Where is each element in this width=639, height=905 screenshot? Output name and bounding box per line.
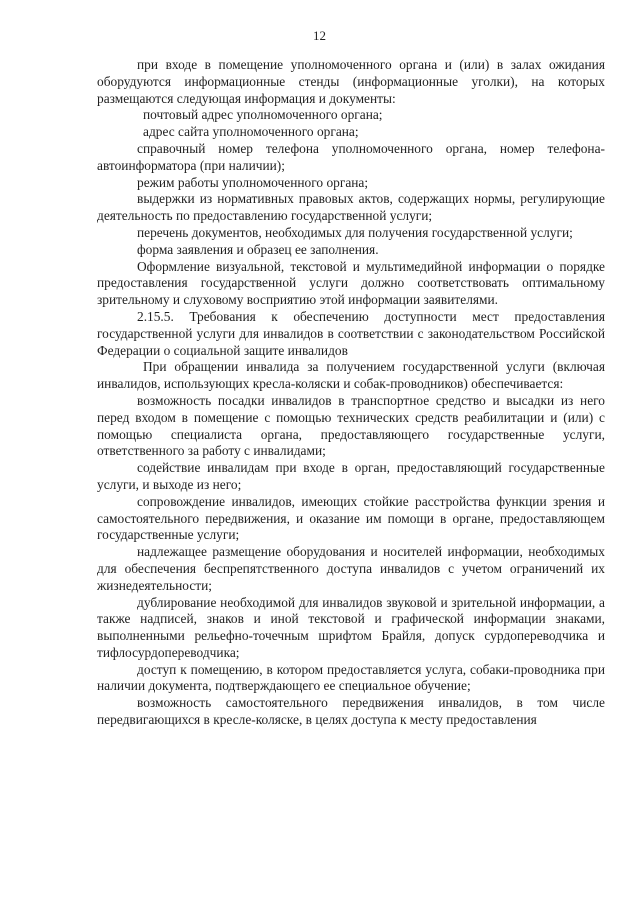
paragraph-transport-boarding: возможность посадки инвалидов в транспортное средство и высадки из него перед входом в помещение с помощью технических средств реабилитации и (или) с помощью специалиста органа, предоставляющего государственные услуги, ответственного за работу с инвалидами; (97, 392, 605, 459)
paragraph-stands-intro: при входе в помещение уполномоченного органа и (или) в залах ожидания оборудуются информационные стенды (информационные уголки), на которых размещаются следующая информация и документы: (97, 57, 605, 106)
paragraph-website-address: адрес сайта уполномоченного органа; (143, 124, 359, 140)
paragraph-escort: сопровождение инвалидов, имеющих стойкие расстройства функции зрения и самостоятельного передвижения, и оказание им помощи в органе, предоставляющем государственные услуги; (97, 493, 605, 543)
paragraph-independent-movement: возможность самостоятельного передвижения инвалидов, в том числе передвигающихся в кресле-коляске, в целях доступа к месту предоставления (97, 695, 605, 728)
paragraph-application-form: форма заявления и образец ее заполнения. (137, 241, 379, 257)
paragraph-documents-list: перечень документов, необходимых для получения государственной услуги; (137, 224, 573, 240)
paragraph-disabled-applicant: При обращении инвалида за получением государственной услуги (включая инвалидов, использующих кресла-коляски и собак-проводников) обеспечивается: (97, 359, 605, 392)
paragraph-information-duplication: дублирование необходимой для инвалидов звуковой и зрительной информации, а также надписей, знаков и иной текстовой и графической информации знаками, выполненными рельефно-точечным шрифтом Брайля, допуск сурдопереводчика и тифлосурдопереводчика; (97, 594, 605, 660)
paragraph-phone-number: справочный номер телефона уполномоченного органа, номер телефона-автоинформатора (при наличии); (97, 140, 605, 173)
paragraph-equipment-placement: надлежащее размещение оборудования и носителей информации, необходимых для обеспечения беспрепятственного доступа инвалидов с учетом ограничений их жизнедеятельности; (97, 544, 605, 593)
paragraph-postal-address: почтовый адрес уполномоченного органа; (143, 107, 383, 123)
paragraph-guide-dog-access: доступ к помещению, в котором предоставляется услуга, собаки-проводника при наличии документа, подтверждающего ее специальное обучение; (97, 661, 605, 694)
paragraph-section-2-15-5: 2.15.5. Требования к обеспечению доступности мест предоставления государственной услуги для инвалидов в соответствии с законодательством Российской Федерации о социальной защите инвалидов (97, 308, 605, 358)
paragraph-legal-extracts: выдержки из нормативных правовых актов, содержащих нормы, регулирующие деятельность по предоставлению государственной услуги; (97, 191, 605, 224)
page-number: 12 (313, 28, 326, 43)
paragraph-entry-assistance: содействие инвалидам при входе в орган, предоставляющий государственные услуги, и выходе из него; (97, 460, 605, 492)
paragraph-work-schedule: режим работы уполномоченного органа; (137, 174, 369, 190)
document-body (97, 57, 605, 729)
paragraph-information-design: Оформление визуальной, текстовой и мультимедийной информации о порядке предоставления государственной услуги должно соответствовать оптимальному зрительному и слуховому восприятию этой информации заявителями. (97, 258, 605, 308)
